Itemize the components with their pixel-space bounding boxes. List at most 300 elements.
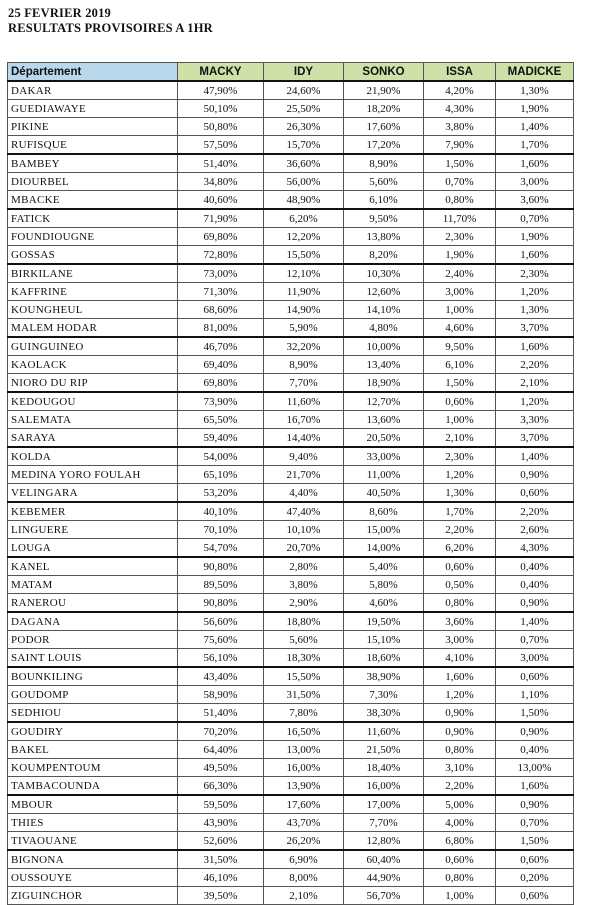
cell-macky: 50,10% (178, 100, 264, 118)
table-row (8, 850, 574, 869)
cell-idy: 11,60% (264, 392, 344, 411)
cell-madicke: 1,60% (496, 777, 574, 796)
cell-idy: 47,40% (264, 502, 344, 521)
table-row (8, 887, 574, 905)
cell-idy: 2,80% (264, 557, 344, 576)
cell-idy: 15,50% (264, 246, 344, 265)
cell-issa: 3,80% (424, 118, 496, 136)
cell-idy: 36,60% (264, 154, 344, 173)
cell-madicke: 0,90% (496, 795, 574, 814)
cell-sonko: 14,10% (344, 301, 424, 319)
cell-madicke: 2,60% (496, 521, 574, 539)
cell-macky: 57,50% (178, 136, 264, 155)
cell-issa: 7,90% (424, 136, 496, 155)
cell-macky: 46,70% (178, 337, 264, 356)
cell-madicke: 0,60% (496, 850, 574, 869)
table-row (8, 392, 574, 411)
cell-macky: 69,80% (178, 374, 264, 393)
cell-madicke: 1,30% (496, 81, 574, 100)
table-row (8, 136, 574, 155)
departement-name: SALEMATA (8, 411, 178, 429)
cell-sonko: 7,30% (344, 686, 424, 704)
cell-macky: 65,10% (178, 466, 264, 484)
cell-sonko: 40,50% (344, 484, 424, 503)
cell-idy: 25,50% (264, 100, 344, 118)
cell-macky: 51,40% (178, 154, 264, 173)
cell-sonko: 12,60% (344, 283, 424, 301)
cell-idy: 26,30% (264, 118, 344, 136)
table-row (8, 337, 574, 356)
cell-madicke: 3,30% (496, 411, 574, 429)
cell-issa: 0,80% (424, 594, 496, 613)
cell-macky: 46,10% (178, 869, 264, 887)
cell-madicke: 1,70% (496, 136, 574, 155)
cell-madicke: 2,30% (496, 264, 574, 283)
cell-issa: 1,30% (424, 484, 496, 503)
cell-issa: 3,60% (424, 612, 496, 631)
table-row (8, 759, 574, 777)
cell-macky: 69,40% (178, 356, 264, 374)
cell-idy: 10,10% (264, 521, 344, 539)
cell-idy: 32,20% (264, 337, 344, 356)
table-row (8, 301, 574, 319)
departement-name: RANEROU (8, 594, 178, 613)
cell-madicke: 0,60% (496, 667, 574, 686)
cell-macky: 52,60% (178, 832, 264, 851)
table-row (8, 191, 574, 210)
table-row (8, 411, 574, 429)
table-row (8, 521, 574, 539)
cell-macky: 70,20% (178, 722, 264, 741)
cell-sonko: 5,40% (344, 557, 424, 576)
cell-sonko: 18,60% (344, 649, 424, 668)
cell-idy: 11,90% (264, 283, 344, 301)
cell-issa: 5,00% (424, 795, 496, 814)
departement-name: ZIGUINCHOR (8, 887, 178, 905)
cell-sonko: 13,60% (344, 411, 424, 429)
cell-madicke: 3,60% (496, 191, 574, 210)
departement-name: SARAYA (8, 429, 178, 448)
column-header-sonko: SONKO (344, 63, 424, 82)
cell-issa: 0,60% (424, 392, 496, 411)
cell-idy: 56,00% (264, 173, 344, 191)
table-row (8, 594, 574, 613)
table-row (8, 228, 574, 246)
cell-idy: 7,70% (264, 374, 344, 393)
cell-sonko: 6,10% (344, 191, 424, 210)
cell-madicke: 3,70% (496, 319, 574, 338)
cell-issa: 1,20% (424, 686, 496, 704)
departement-name: FOUNDIOUGNE (8, 228, 178, 246)
cell-madicke: 3,00% (496, 173, 574, 191)
cell-issa: 1,50% (424, 154, 496, 173)
table-row (8, 557, 574, 576)
cell-issa: 0,80% (424, 191, 496, 210)
departement-name: BAMBEY (8, 154, 178, 173)
table-row (8, 118, 574, 136)
cell-madicke: 0,60% (496, 484, 574, 503)
cell-madicke: 1,60% (496, 154, 574, 173)
table-row (8, 283, 574, 301)
table-row (8, 100, 574, 118)
cell-sonko: 16,00% (344, 777, 424, 796)
cell-issa: 6,80% (424, 832, 496, 851)
cell-macky: 90,80% (178, 594, 264, 613)
cell-idy: 24,60% (264, 81, 344, 100)
cell-idy: 15,70% (264, 136, 344, 155)
results-table (7, 62, 574, 905)
table-row (8, 869, 574, 887)
departement-name: KOUMPENTOUM (8, 759, 178, 777)
departement-name: KOLDA (8, 447, 178, 466)
column-header-departement: Département (8, 63, 178, 82)
cell-madicke: 1,50% (496, 832, 574, 851)
cell-madicke: 1,40% (496, 118, 574, 136)
table-row (8, 722, 574, 741)
cell-issa: 3,00% (424, 631, 496, 649)
table-row (8, 154, 574, 173)
cell-issa: 1,90% (424, 246, 496, 265)
departement-name: KANEL (8, 557, 178, 576)
cell-madicke: 0,90% (496, 466, 574, 484)
cell-sonko: 8,20% (344, 246, 424, 265)
table-row (8, 704, 574, 723)
cell-sonko: 21,90% (344, 81, 424, 100)
cell-macky: 59,50% (178, 795, 264, 814)
cell-idy: 13,00% (264, 741, 344, 759)
cell-issa: 1,70% (424, 502, 496, 521)
cell-madicke: 0,70% (496, 814, 574, 832)
departement-name: THIES (8, 814, 178, 832)
cell-macky: 69,80% (178, 228, 264, 246)
cell-issa: 2,20% (424, 521, 496, 539)
table-row (8, 466, 574, 484)
cell-macky: 68,60% (178, 301, 264, 319)
cell-macky: 75,60% (178, 631, 264, 649)
cell-idy: 14,90% (264, 301, 344, 319)
departement-name: PIKINE (8, 118, 178, 136)
cell-issa: 4,60% (424, 319, 496, 338)
table-row (8, 649, 574, 668)
cell-madicke: 0,40% (496, 741, 574, 759)
table-body (8, 81, 574, 905)
document-header (8, 6, 578, 36)
cell-idy: 14,40% (264, 429, 344, 448)
cell-issa: 11,70% (424, 209, 496, 228)
departement-name: MATAM (8, 576, 178, 594)
cell-sonko: 56,70% (344, 887, 424, 905)
departement-name: KEBEMER (8, 502, 178, 521)
table-row (8, 741, 574, 759)
cell-macky: 65,50% (178, 411, 264, 429)
cell-madicke: 1,20% (496, 392, 574, 411)
table-row (8, 502, 574, 521)
cell-sonko: 18,20% (344, 100, 424, 118)
cell-issa: 2,30% (424, 228, 496, 246)
cell-madicke: 1,60% (496, 246, 574, 265)
cell-sonko: 38,90% (344, 667, 424, 686)
column-header-idy: IDY (264, 63, 344, 82)
cell-macky: 73,00% (178, 264, 264, 283)
cell-idy: 2,90% (264, 594, 344, 613)
departement-name: TAMBACOUNDA (8, 777, 178, 796)
cell-sonko: 8,90% (344, 154, 424, 173)
cell-idy: 6,20% (264, 209, 344, 228)
cell-macky: 40,10% (178, 502, 264, 521)
cell-idy: 20,70% (264, 539, 344, 558)
departement-name: KOUNGHEUL (8, 301, 178, 319)
cell-sonko: 4,80% (344, 319, 424, 338)
cell-macky: 56,60% (178, 612, 264, 631)
departement-name: MEDINA YORO FOULAH (8, 466, 178, 484)
cell-madicke: 1,40% (496, 447, 574, 466)
cell-sonko: 4,60% (344, 594, 424, 613)
cell-sonko: 8,60% (344, 502, 424, 521)
cell-sonko: 14,00% (344, 539, 424, 558)
cell-macky: 70,10% (178, 521, 264, 539)
cell-madicke: 1,10% (496, 686, 574, 704)
cell-macky: 73,90% (178, 392, 264, 411)
cell-macky: 34,80% (178, 173, 264, 191)
document-date: 25 FEVRIER 2019 (8, 6, 112, 20)
departement-name: LOUGA (8, 539, 178, 558)
cell-madicke: 1,90% (496, 100, 574, 118)
cell-sonko: 15,10% (344, 631, 424, 649)
table-row (8, 576, 574, 594)
cell-issa: 1,00% (424, 301, 496, 319)
table-row (8, 429, 574, 448)
departement-name: GOUDOMP (8, 686, 178, 704)
cell-idy: 31,50% (264, 686, 344, 704)
cell-issa: 1,00% (424, 887, 496, 905)
table-row (8, 612, 574, 631)
cell-madicke: 0,60% (496, 887, 574, 905)
cell-sonko: 13,40% (344, 356, 424, 374)
cell-issa: 0,60% (424, 557, 496, 576)
departement-name: BIRKILANE (8, 264, 178, 283)
cell-issa: 1,20% (424, 466, 496, 484)
cell-sonko: 17,00% (344, 795, 424, 814)
cell-macky: 89,50% (178, 576, 264, 594)
cell-issa: 2,30% (424, 447, 496, 466)
cell-macky: 56,10% (178, 649, 264, 668)
cell-sonko: 11,60% (344, 722, 424, 741)
cell-macky: 71,90% (178, 209, 264, 228)
table-row (8, 81, 574, 100)
cell-issa: 2,40% (424, 264, 496, 283)
table-row (8, 319, 574, 338)
cell-madicke: 2,20% (496, 502, 574, 521)
table-row (8, 173, 574, 191)
cell-sonko: 17,20% (344, 136, 424, 155)
table-header-row (8, 63, 574, 82)
cell-idy: 15,50% (264, 667, 344, 686)
cell-idy: 48,90% (264, 191, 344, 210)
cell-madicke: 0,90% (496, 594, 574, 613)
cell-idy: 8,00% (264, 869, 344, 887)
cell-madicke: 2,20% (496, 356, 574, 374)
departement-name: KEDOUGOU (8, 392, 178, 411)
cell-issa: 4,10% (424, 649, 496, 668)
cell-madicke: 1,30% (496, 301, 574, 319)
document-subtitle: RESULTATS PROVISOIRES A 1HR (8, 21, 213, 35)
departement-name: BAKEL (8, 741, 178, 759)
cell-sonko: 7,70% (344, 814, 424, 832)
departement-name: DAGANA (8, 612, 178, 631)
table-row (8, 539, 574, 558)
cell-issa: 3,10% (424, 759, 496, 777)
table-row (8, 814, 574, 832)
cell-sonko: 13,80% (344, 228, 424, 246)
cell-issa: 0,70% (424, 173, 496, 191)
cell-madicke: 13,00% (496, 759, 574, 777)
departement-name: GUEDIAWAYE (8, 100, 178, 118)
cell-issa: 1,60% (424, 667, 496, 686)
cell-sonko: 38,30% (344, 704, 424, 723)
departement-name: GOSSAS (8, 246, 178, 265)
departement-name: GOUDIRY (8, 722, 178, 741)
table-row (8, 686, 574, 704)
departement-name: TIVAOUANE (8, 832, 178, 851)
cell-issa: 4,20% (424, 81, 496, 100)
cell-macky: 50,80% (178, 118, 264, 136)
cell-issa: 9,50% (424, 337, 496, 356)
departement-name: KAOLACK (8, 356, 178, 374)
column-header-issa: ISSA (424, 63, 496, 82)
cell-macky: 90,80% (178, 557, 264, 576)
cell-sonko: 12,70% (344, 392, 424, 411)
departement-name: NIORO DU RIP (8, 374, 178, 393)
cell-idy: 5,60% (264, 631, 344, 649)
cell-idy: 2,10% (264, 887, 344, 905)
departement-name: BIGNONA (8, 850, 178, 869)
departement-name: SAINT LOUIS (8, 649, 178, 668)
table-row (8, 264, 574, 283)
cell-sonko: 33,00% (344, 447, 424, 466)
cell-sonko: 10,00% (344, 337, 424, 356)
cell-idy: 7,80% (264, 704, 344, 723)
departement-name: MALEM HODAR (8, 319, 178, 338)
cell-idy: 8,90% (264, 356, 344, 374)
departement-name: BOUNKILING (8, 667, 178, 686)
cell-sonko: 9,50% (344, 209, 424, 228)
cell-issa: 6,20% (424, 539, 496, 558)
cell-sonko: 5,80% (344, 576, 424, 594)
cell-sonko: 19,50% (344, 612, 424, 631)
cell-macky: 71,30% (178, 283, 264, 301)
cell-issa: 1,50% (424, 374, 496, 393)
cell-sonko: 20,50% (344, 429, 424, 448)
cell-issa: 0,50% (424, 576, 496, 594)
cell-idy: 13,90% (264, 777, 344, 796)
cell-madicke: 1,50% (496, 704, 574, 723)
cell-idy: 6,90% (264, 850, 344, 869)
table-row (8, 246, 574, 265)
cell-madicke: 1,40% (496, 612, 574, 631)
table-row (8, 667, 574, 686)
cell-issa: 4,30% (424, 100, 496, 118)
cell-issa: 0,80% (424, 869, 496, 887)
cell-idy: 16,00% (264, 759, 344, 777)
table-row (8, 795, 574, 814)
cell-macky: 81,00% (178, 319, 264, 338)
cell-issa: 2,10% (424, 429, 496, 448)
cell-sonko: 15,00% (344, 521, 424, 539)
cell-macky: 64,40% (178, 741, 264, 759)
cell-sonko: 60,40% (344, 850, 424, 869)
cell-issa: 2,20% (424, 777, 496, 796)
cell-idy: 21,70% (264, 466, 344, 484)
cell-idy: 18,80% (264, 612, 344, 631)
cell-madicke: 3,70% (496, 429, 574, 448)
table-row (8, 374, 574, 393)
cell-macky: 31,50% (178, 850, 264, 869)
cell-issa: 3,00% (424, 283, 496, 301)
cell-idy: 4,40% (264, 484, 344, 503)
cell-issa: 0,80% (424, 741, 496, 759)
cell-macky: 39,50% (178, 887, 264, 905)
table-row (8, 209, 574, 228)
cell-madicke: 0,20% (496, 869, 574, 887)
cell-madicke: 1,20% (496, 283, 574, 301)
cell-idy: 12,20% (264, 228, 344, 246)
cell-macky: 43,90% (178, 814, 264, 832)
departement-name: MBOUR (8, 795, 178, 814)
departement-name: GUINGUINEO (8, 337, 178, 356)
departement-name: FATICK (8, 209, 178, 228)
departement-name: PODOR (8, 631, 178, 649)
cell-madicke: 3,00% (496, 649, 574, 668)
cell-macky: 49,50% (178, 759, 264, 777)
cell-idy: 26,20% (264, 832, 344, 851)
cell-madicke: 0,70% (496, 631, 574, 649)
cell-idy: 12,10% (264, 264, 344, 283)
cell-macky: 43,40% (178, 667, 264, 686)
cell-issa: 4,00% (424, 814, 496, 832)
cell-issa: 6,10% (424, 356, 496, 374)
cell-madicke: 0,90% (496, 722, 574, 741)
cell-macky: 51,40% (178, 704, 264, 723)
cell-idy: 16,50% (264, 722, 344, 741)
cell-idy: 17,60% (264, 795, 344, 814)
cell-madicke: 0,70% (496, 209, 574, 228)
departement-name: VELINGARA (8, 484, 178, 503)
cell-madicke: 1,60% (496, 337, 574, 356)
cell-macky: 59,40% (178, 429, 264, 448)
cell-idy: 3,80% (264, 576, 344, 594)
cell-macky: 72,80% (178, 246, 264, 265)
table-row (8, 447, 574, 466)
table-row (8, 777, 574, 796)
cell-idy: 43,70% (264, 814, 344, 832)
cell-macky: 53,20% (178, 484, 264, 503)
cell-idy: 5,90% (264, 319, 344, 338)
cell-idy: 18,30% (264, 649, 344, 668)
cell-sonko: 18,40% (344, 759, 424, 777)
cell-macky: 54,00% (178, 447, 264, 466)
cell-issa: 0,90% (424, 704, 496, 723)
cell-macky: 58,90% (178, 686, 264, 704)
cell-madicke: 0,40% (496, 557, 574, 576)
cell-macky: 54,70% (178, 539, 264, 558)
table-row (8, 832, 574, 851)
cell-issa: 1,00% (424, 411, 496, 429)
cell-sonko: 11,00% (344, 466, 424, 484)
cell-madicke: 1,90% (496, 228, 574, 246)
departement-name: SEDHIOU (8, 704, 178, 723)
table-row (8, 356, 574, 374)
cell-sonko: 21,50% (344, 741, 424, 759)
